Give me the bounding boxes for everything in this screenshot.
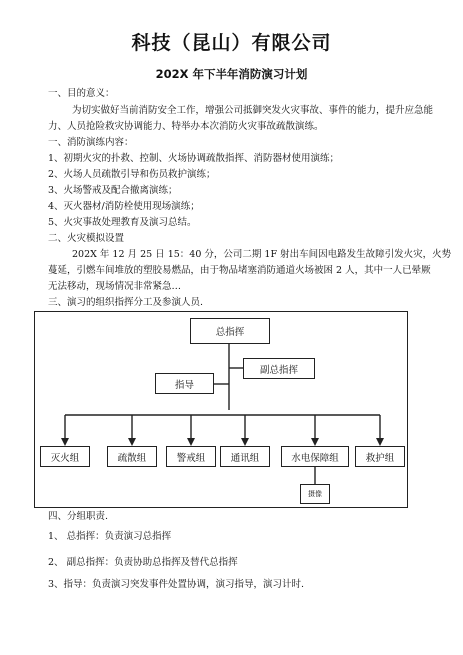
content-item-1: 1、初期火灾的扑救、控制、火场协调疏散指挥、消防器材使用演练；	[48, 153, 340, 164]
purpose-paragraph-line-1: 为切实做好当前消防安全工作，增强公司抵御突发火灾事故、事件的能力，提升应急能	[72, 105, 434, 116]
content-item-5: 5、火灾事故处理教育及演习总结。	[48, 217, 197, 228]
org-box-communication-group: 通讯组	[220, 446, 270, 467]
org-box-firefighting-group: 灭火组	[40, 446, 90, 467]
duty-guide: 3、指导：负责演习突发事件处置协调，演习指导，演习计时.	[48, 579, 305, 590]
org-box-camera: 摄像	[300, 484, 330, 504]
org-box-evacuation-group: 疏散组	[107, 446, 157, 467]
section-purpose-heading: 一、目的意义：	[48, 88, 115, 99]
purpose-paragraph-line-2: 力、人员抢险救灾协调能力、特举办本次消防火灾事故疏散演练。	[48, 121, 324, 132]
org-box-deputy-commander: 副总指挥	[243, 358, 315, 379]
org-box-utilities-group: 水电保障组	[281, 446, 349, 467]
org-box-guide: 指导	[155, 373, 214, 394]
simulation-paragraph-line-1: 202X 年 12 月 25 日 15：40 分，公司二期 1F 射出车间因电路发生故障引发火灾，火势	[72, 249, 452, 260]
section-content-heading: 一、消防演练内容：	[48, 137, 134, 148]
section-simulation-heading: 二、火灾模拟设置	[48, 233, 125, 244]
document-subtitle: 202X 年下半年消防演习计划	[155, 67, 308, 81]
content-item-3: 3、火场警戒及配合撤离演练；	[48, 185, 178, 196]
section-duties-heading: 四、分组职责.	[48, 511, 109, 522]
org-box-cordon-group: 警戒组	[166, 446, 216, 467]
org-box-rescue-group: 救护组	[355, 446, 405, 467]
section-organization-heading: 三、演习的组织指挥分工及参演人员.	[48, 297, 204, 308]
content-item-4: 4、灭火器材/消防栓使用现场演练；	[48, 201, 200, 212]
content-item-2: 2、火场人员疏散引导和伤员救护演练；	[48, 169, 216, 180]
simulation-paragraph-line-2: 蔓延，引燃车间堆放的塑胶易燃品，由于物品堵塞消防通道火场被困 2 人，其中一人已晕厥	[48, 265, 431, 276]
duty-deputy-commander: 2、 副总指挥：负责协助总指挥及替代总指挥	[48, 557, 238, 568]
duty-commander: 1、 总指挥：负责演习总指挥	[48, 531, 172, 542]
document-title: 科技（昆山）有限公司	[131, 32, 332, 54]
simulation-paragraph-line-3: 无法移动，现场情况非常紧急…	[48, 281, 182, 292]
org-box-commander: 总指挥	[190, 318, 270, 344]
